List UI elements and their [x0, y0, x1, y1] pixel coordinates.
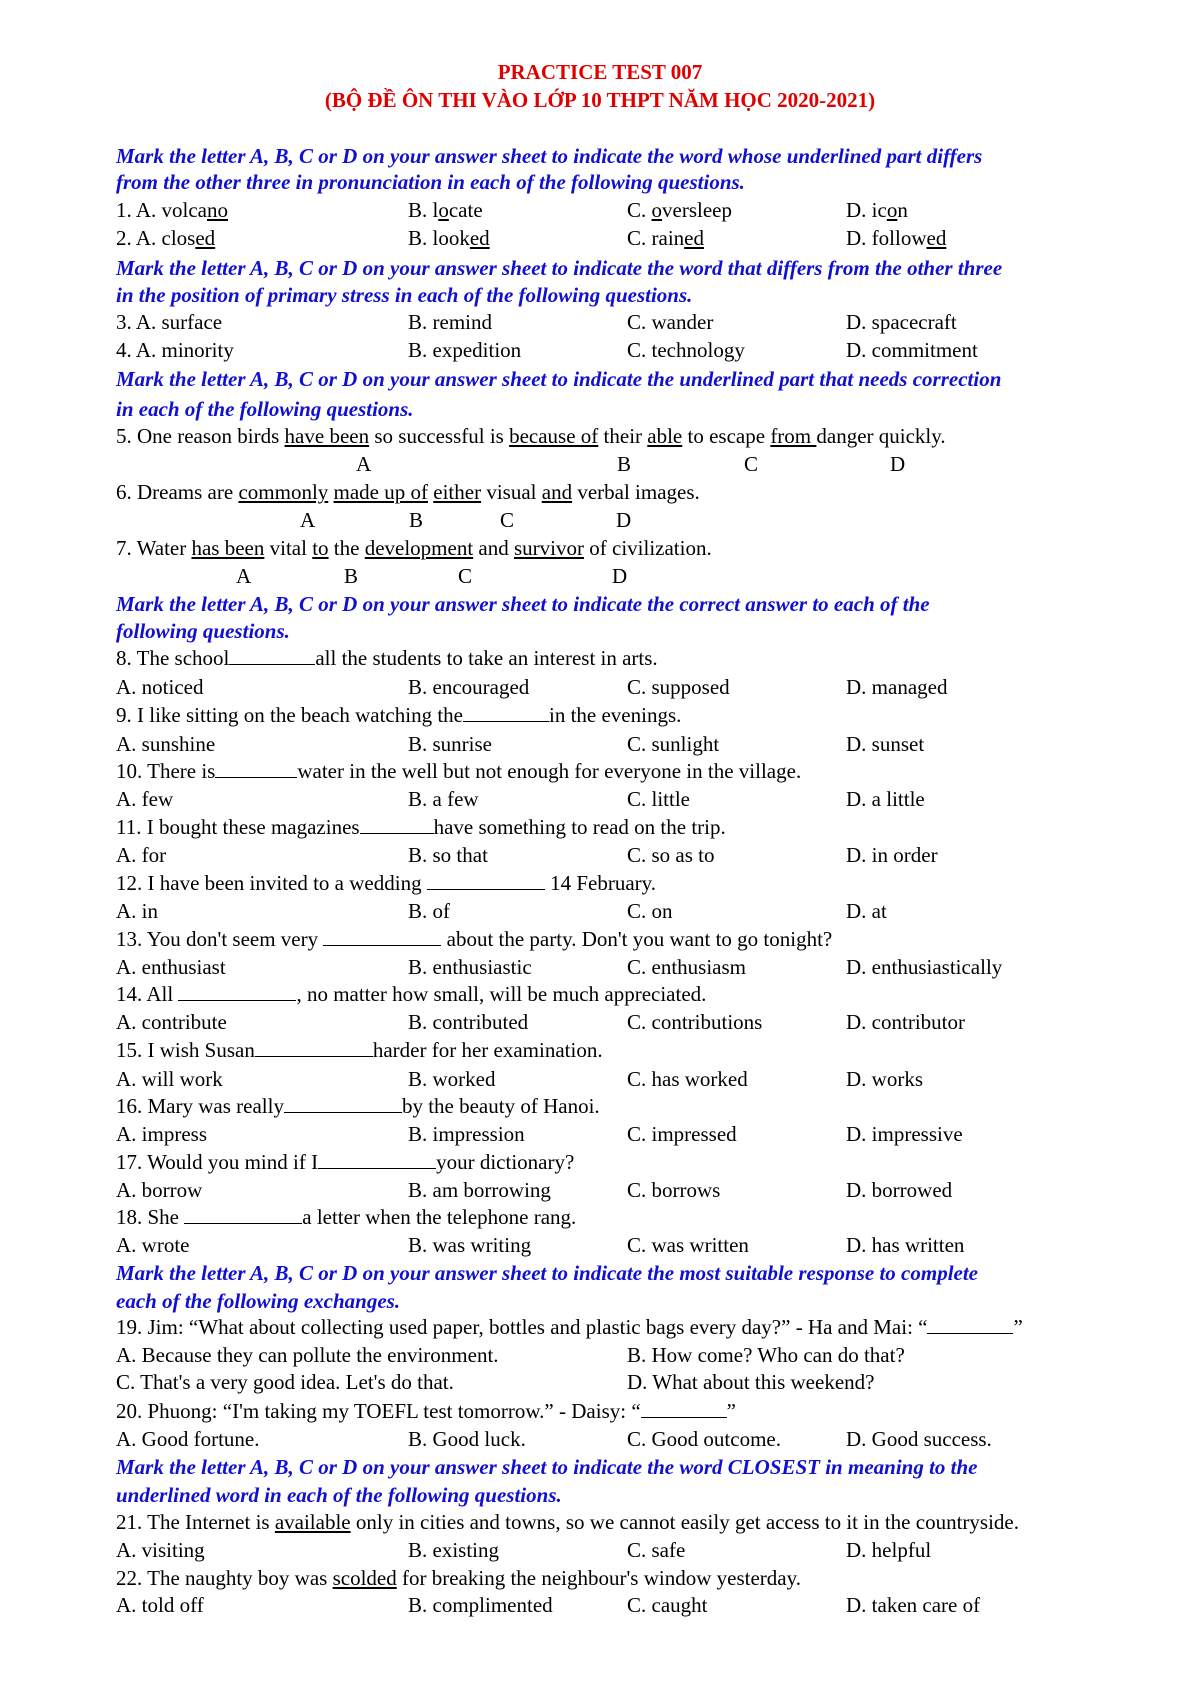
q11-option-b: B. so that [408, 843, 488, 867]
q4-option-a: 4. A. minority [116, 338, 234, 362]
q1-option-c: C. oversleep [627, 198, 732, 222]
q19-stem: 19. Jim: “What about collecting used paper, bottles and plastic bags every day?” - Ha and Mai: “ ” [116, 1315, 1023, 1339]
q12-option-a: A. in [116, 899, 158, 923]
q16-option-c: C. impressed [627, 1122, 737, 1146]
q6-mark-d: D [616, 508, 632, 532]
answer-blank [318, 1150, 436, 1169]
instruction-response-line1: Mark the letter A, B, C or D on your answer sheet to indicate the most suitable response to complete [116, 1261, 979, 1285]
instruction-closest-meaning-line2: underlined word in each of the following questions. [116, 1483, 562, 1507]
q22-option-d: D. taken care of [846, 1593, 981, 1617]
q21-option-a: A. visiting [116, 1538, 205, 1562]
q20-stem: 20. Phuong: “I'm taking my TOEFL test tomorrow.” - Daisy: “ ” [116, 1399, 736, 1423]
q2-option-d: D. followed [846, 226, 947, 250]
q20-option-d: D. Good success. [846, 1427, 992, 1451]
q18-option-d: D. has written [846, 1233, 965, 1257]
q3-option-a: 3. A. surface [116, 310, 223, 334]
q13-stem: 13. You don't seem very about the party. Don't you want to go tonight? [116, 927, 833, 951]
q17-option-b: B. am borrowing [408, 1178, 551, 1202]
q10-option-b: B. a few [408, 787, 479, 811]
q5-sentence: 5. One reason birds have been so successful is because of their able to escape from danger quickly. [116, 424, 946, 448]
answer-blank [184, 1205, 302, 1224]
q21-option-d: D. helpful [846, 1538, 932, 1562]
q16-option-d: D. impressive [846, 1122, 963, 1146]
q19-option-a: A. Because they can pollute the environment. [116, 1343, 499, 1367]
q7-mark-c: C [458, 564, 473, 588]
q15-option-a: A. will work [116, 1067, 223, 1091]
q11-option-d: D. in order [846, 843, 938, 867]
q16-option-b: B. impression [408, 1122, 525, 1146]
q19-option-d: D. What about this weekend? [627, 1370, 875, 1394]
page-subtitle: (BỘ ĐỀ ÔN THI VÀO LỚP 10 THPT NĂM HỌC 2020-2021) [324, 88, 876, 112]
instruction-stress-line1: Mark the letter A, B, C or D on your answer sheet to indicate the word that differs from the other three [116, 256, 1003, 280]
q21-option-c: C. safe [627, 1538, 686, 1562]
q5-mark-b: B [617, 452, 632, 476]
q3-option-d: D. spacecraft [846, 310, 957, 334]
q14-stem: 14. All , no matter how small, will be much appreciated. [116, 982, 707, 1006]
answer-blank [215, 759, 297, 778]
q22-option-a: A. told off [116, 1593, 204, 1617]
answer-blank [284, 1094, 402, 1113]
q5-mark-a: A [356, 452, 372, 476]
answer-blank [178, 982, 296, 1001]
instruction-error-line2: in each of the following questions. [116, 397, 414, 421]
q4-option-d: D. commitment [846, 338, 978, 362]
q18-stem: 18. She a letter when the telephone rang. [116, 1205, 577, 1229]
q9-option-d: D. sunset [846, 732, 925, 756]
q7-mark-d: D [612, 564, 628, 588]
q15-stem: 15. I wish Susan harder for her examination. [116, 1038, 603, 1062]
q6-sentence: 6. Dreams are commonly made up of either visual and verbal images. [116, 480, 700, 504]
instruction-closest-meaning-line1: Mark the letter A, B, C or D on your answer sheet to indicate the word CLOSEST in meaning to the [116, 1455, 978, 1479]
q17-option-a: A. borrow [116, 1178, 203, 1202]
q8-option-a: A. noticed [116, 675, 204, 699]
q19-option-c: C. That's a very good idea. Let's do that. [116, 1370, 454, 1394]
q12-option-c: C. on [627, 899, 673, 923]
instruction-stress-line2: in the position of primary stress in each of the following questions. [116, 283, 693, 307]
q18-option-a: A. wrote [116, 1233, 190, 1257]
q14-option-a: A. contribute [116, 1010, 227, 1034]
q17-option-c: C. borrows [627, 1178, 721, 1202]
q6-mark-b: B [409, 508, 424, 532]
q20-option-a: A. Good fortune. [116, 1427, 260, 1451]
q22-option-c: C. caught [627, 1593, 708, 1617]
q12-option-d: D. at [846, 899, 887, 923]
q3-option-c: C. wander [627, 310, 714, 334]
q12-option-b: B. of [408, 899, 450, 923]
page-title: PRACTICE TEST 007 [497, 60, 703, 84]
q14-option-d: D. contributor [846, 1010, 965, 1034]
q1-option-a: 1. A. volcano [116, 198, 228, 222]
q18-option-b: B. was writing [408, 1233, 532, 1257]
q8-stem: 8. The school all the students to take an interest in arts. [116, 646, 658, 670]
answer-blank [360, 815, 434, 834]
q3-option-b: B. remind [408, 310, 492, 334]
instruction-response-line2: each of the following exchanges. [116, 1289, 401, 1313]
q10-stem: 10. There is water in the well but not enough for everyone in the village. [116, 759, 802, 783]
instruction-correct-answer-line2: following questions. [116, 619, 290, 643]
q6-mark-c: C [500, 508, 515, 532]
q5-mark-d: D [890, 452, 906, 476]
q8-option-d: D. managed [846, 675, 948, 699]
q7-mark-b: B [344, 564, 359, 588]
answer-blank [323, 927, 441, 946]
q15-option-c: C. has worked [627, 1067, 748, 1091]
q11-option-a: A. for [116, 843, 167, 867]
q21-option-b: B. existing [408, 1538, 500, 1562]
q16-stem: 16. Mary was really by the beauty of Hanoi. [116, 1094, 600, 1118]
answer-blank [463, 703, 549, 722]
q12-stem: 12. I have been invited to a wedding 14 February. [116, 871, 657, 895]
q5-mark-c: C [744, 452, 759, 476]
q4-option-b: B. expedition [408, 338, 522, 362]
q13-option-a: A. enthusiast [116, 955, 226, 979]
instruction-correct-answer-line1: Mark the letter A, B, C or D on your answer sheet to indicate the correct answer to each of the [116, 592, 930, 616]
q1-option-b: B. locate [408, 198, 483, 222]
q8-option-c: C. supposed [627, 675, 730, 699]
q16-option-a: A. impress [116, 1122, 207, 1146]
q2-option-a: 2. A. closed [116, 226, 216, 250]
answer-blank [427, 871, 545, 890]
q10-option-a: A. few [116, 787, 174, 811]
q2-option-b: B. looked [408, 226, 490, 250]
q11-stem: 11. I bought these magazines have something to read on the trip. [116, 815, 726, 839]
q15-option-d: D. works [846, 1067, 923, 1091]
q10-option-d: D. a little [846, 787, 925, 811]
q14-option-b: B. contributed [408, 1010, 529, 1034]
answer-blank [255, 1038, 373, 1057]
q4-option-c: C. technology [627, 338, 745, 362]
q17-option-d: D. borrowed [846, 1178, 953, 1202]
q10-option-c: C. little [627, 787, 690, 811]
q7-sentence: 7. Water has been vital to the development and survivor of civilization. [116, 536, 712, 560]
instruction-pronunciation-line1: Mark the letter A, B, C or D on your answer sheet to indicate the word whose underlined part differs [116, 144, 983, 168]
q2-option-c: C. rained [627, 226, 704, 250]
q22-option-b: B. complimented [408, 1593, 553, 1617]
q6-mark-a: A [300, 508, 316, 532]
answer-blank [229, 646, 315, 665]
q13-option-c: C. enthusiasm [627, 955, 746, 979]
q20-option-c: C. Good outcome. [627, 1427, 781, 1451]
q19-option-b: B. How come? Who can do that? [627, 1343, 905, 1367]
q20-option-b: B. Good luck. [408, 1427, 526, 1451]
q7-mark-a: A [236, 564, 252, 588]
answer-blank [927, 1315, 1013, 1334]
q18-option-c: C. was written [627, 1233, 749, 1257]
q9-option-a: A. sunshine [116, 732, 216, 756]
q1-option-d: D. icon [846, 198, 908, 222]
q8-option-b: B. encouraged [408, 675, 530, 699]
q9-option-c: C. sunlight [627, 732, 720, 756]
q9-option-b: B. sunrise [408, 732, 492, 756]
instruction-pronunciation-line2: from the other three in pronunciation in each of the following questions. [116, 170, 745, 194]
q17-stem: 17. Would you mind if I your dictionary? [116, 1150, 575, 1174]
q13-option-d: D. enthusiastically [846, 955, 1003, 979]
q9-stem: 9. I like sitting on the beach watching the in the evenings. [116, 703, 682, 727]
answer-blank [641, 1399, 727, 1418]
q13-option-b: B. enthusiastic [408, 955, 532, 979]
q21-stem: 21. The Internet is available only in cities and towns, so we cannot easily get access to it in the countryside. [116, 1510, 1019, 1534]
q22-stem: 22. The naughty boy was scolded for breaking the neighbour's window yesterday. [116, 1566, 801, 1590]
instruction-error-line1: Mark the letter A, B, C or D on your answer sheet to indicate the underlined part that needs correction [116, 367, 1002, 391]
q11-option-c: C. so as to [627, 843, 715, 867]
q14-option-c: C. contributions [627, 1010, 763, 1034]
q15-option-b: B. worked [408, 1067, 496, 1091]
